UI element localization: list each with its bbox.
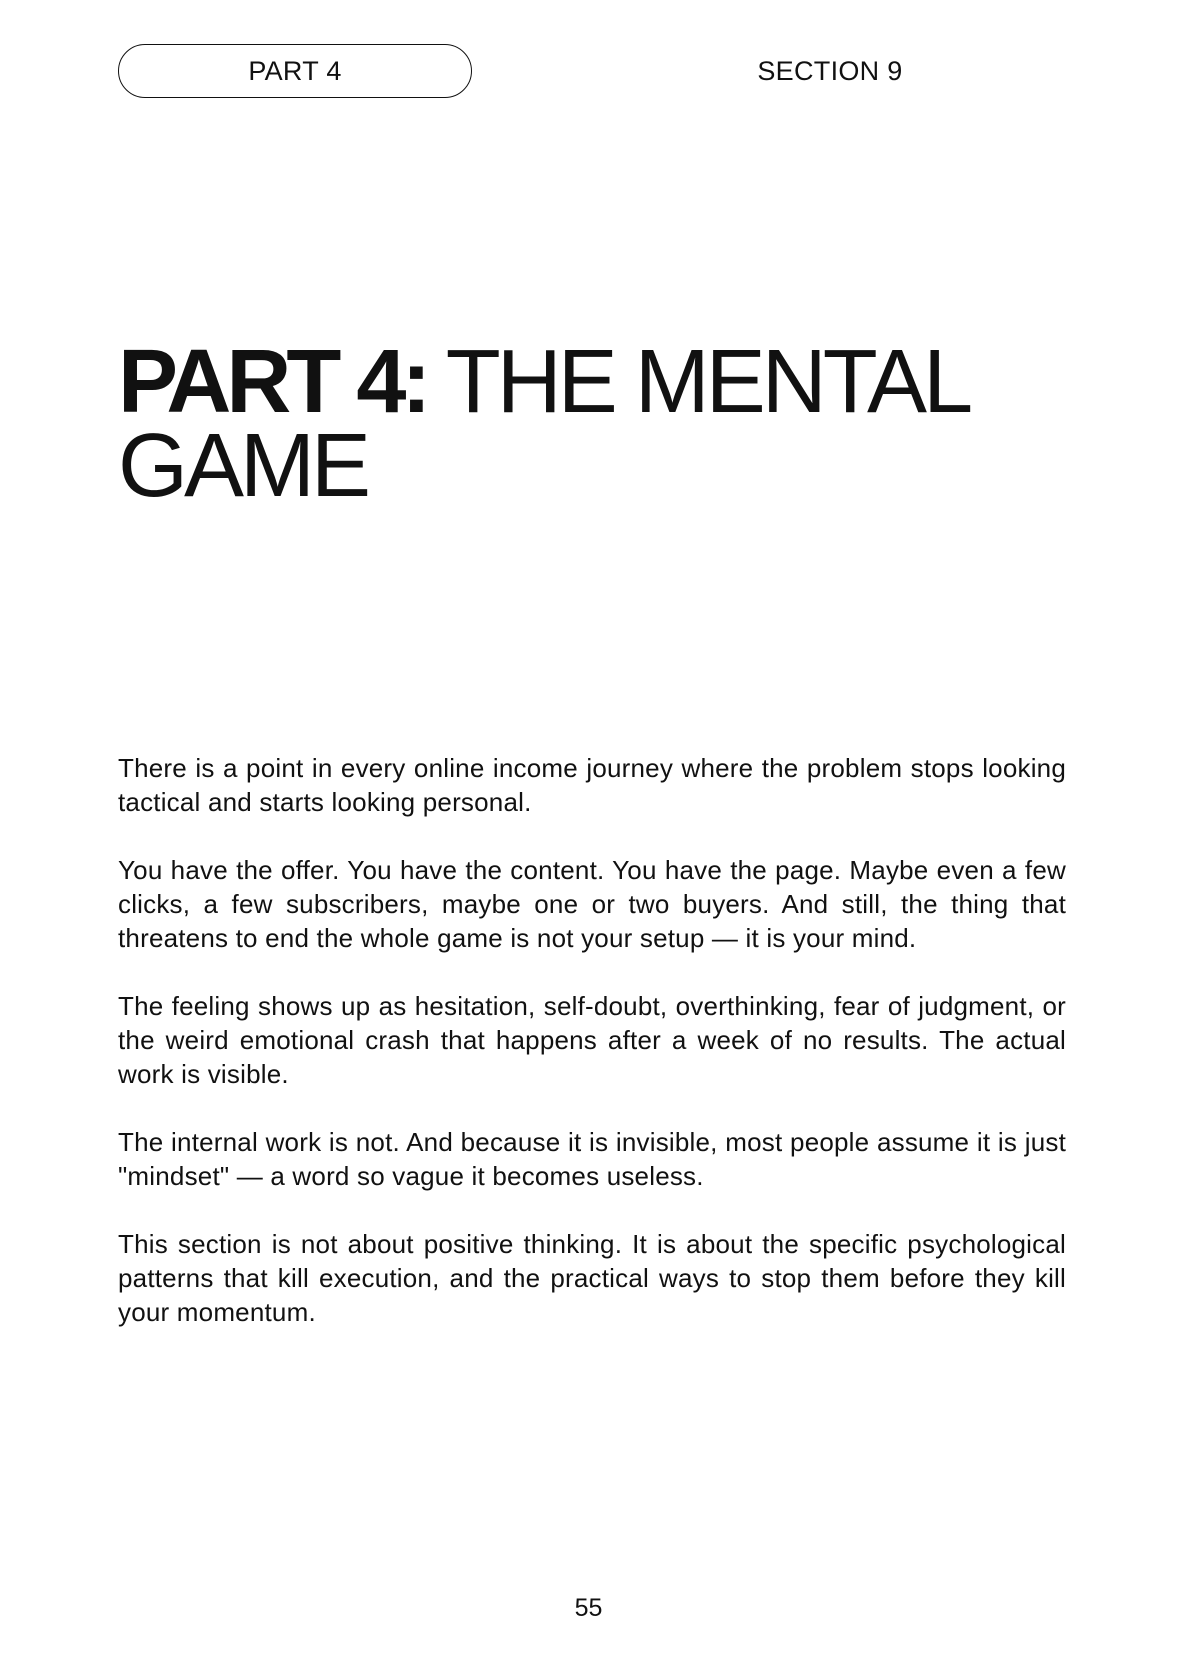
body-text: [118, 751, 1066, 1363]
page-title-bold: PART 4:: [118, 332, 427, 432]
paragraph-2: You have the offer. You have the content. You have the page. Maybe even a few clicks, a few subscribers, maybe one or two buyers. And still, the thing that threatens to end the whole game is not your setup — it is your mind.: [118, 855, 1066, 953]
page-number: 55: [574, 1594, 603, 1622]
paragraph-5: This section is not about positive thinking. It is about the specific psychological patterns that kill execution, and the practical ways to stop them before they kill your momentum.: [118, 1229, 1066, 1327]
part-label-pill: [118, 44, 472, 98]
paragraph-4: The internal work is not. And because it is invisible, most people assume it is just "mindset" — a word so vague it becomes useless.: [118, 1127, 1066, 1191]
paragraph-1: There is a point in every online income journey where the problem stops looking tactical and starts looking personal.: [118, 753, 1066, 817]
page-title-rest-line2: GAME: [118, 416, 368, 516]
section-label: [700, 44, 960, 98]
page-title: [118, 332, 1078, 516]
section-label-text: SECTION 9: [757, 55, 903, 86]
paragraph-3: The feeling shows up as hesitation, self-doubt, overthinking, fear of judgment, or the weird emotional crash that happens after a week of no results. The actual work is visible.: [118, 991, 1066, 1089]
page-title-rest-line1: THE MENTAL: [426, 332, 970, 432]
part-label: PART 4: [248, 55, 342, 86]
